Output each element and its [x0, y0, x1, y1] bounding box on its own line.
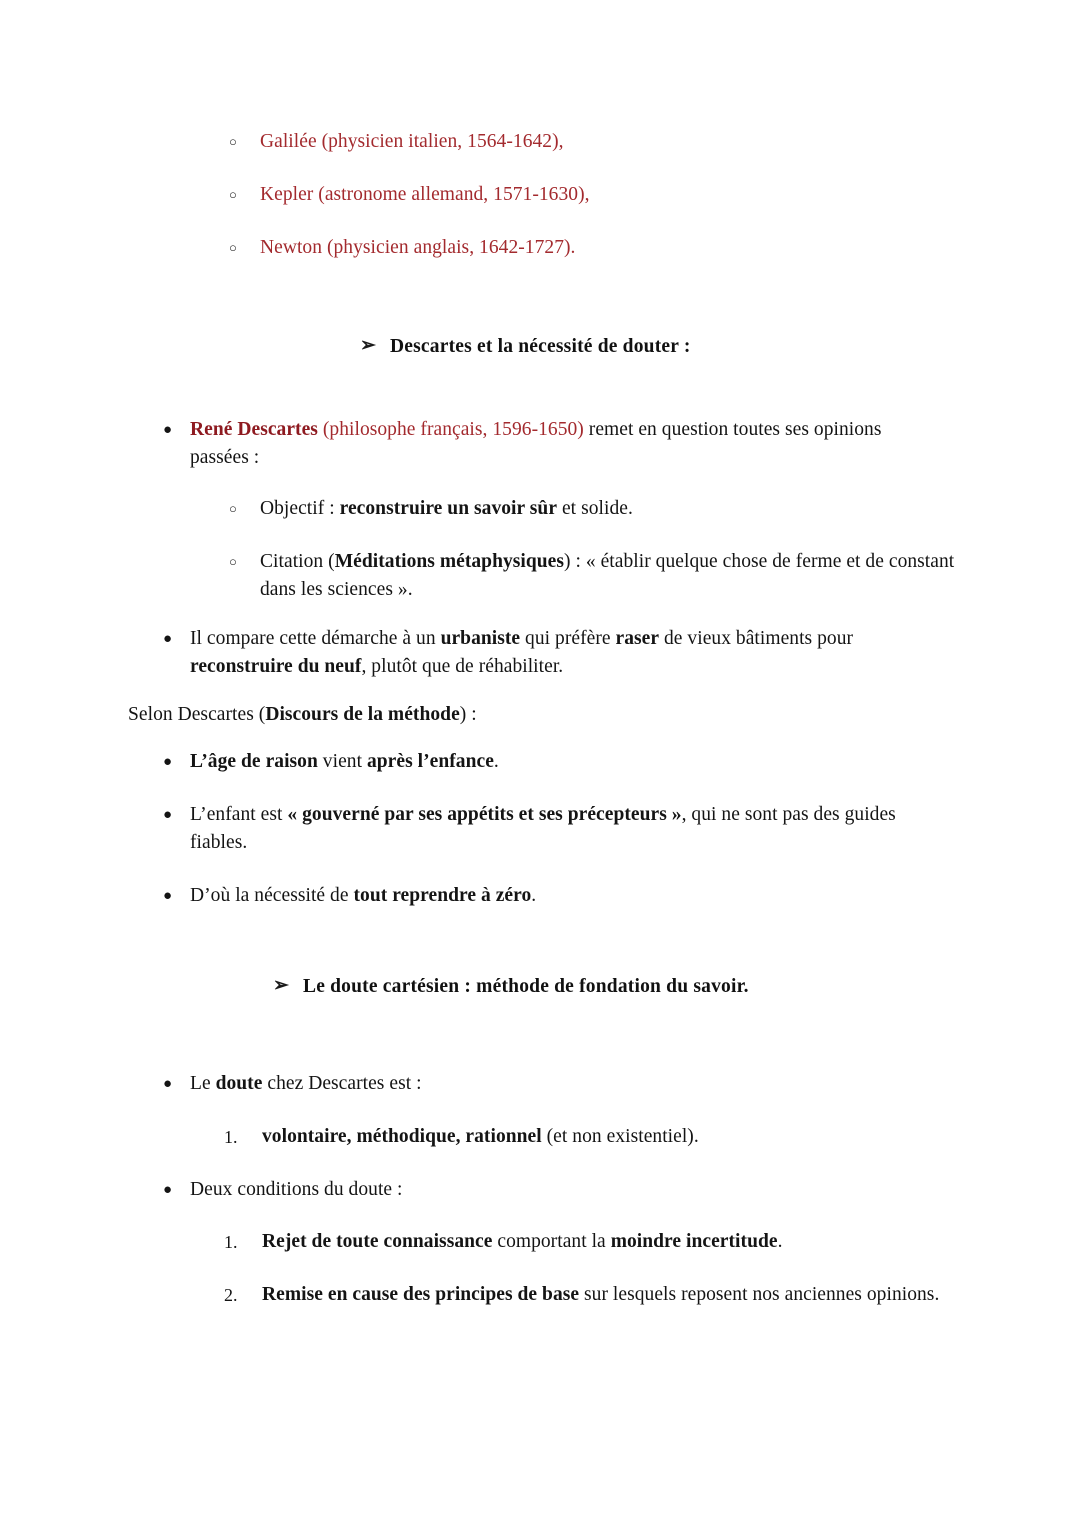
arrow-right-icon: ➢ [273, 975, 290, 996]
list-item [0, 181, 1080, 209]
list-item [0, 416, 1080, 472]
list-item [0, 234, 1080, 262]
descartes-sub-list [0, 495, 1080, 604]
disc-bullet-icon [163, 801, 172, 829]
doute-bullet [0, 1070, 1080, 1098]
urbaniste-b1: urbaniste [440, 628, 521, 649]
remise-cause-bold: Remise en cause des principes de base [262, 1284, 580, 1305]
volontaire-bold: volontaire, méthodique, rationnel [262, 1126, 542, 1147]
citation-source: Méditations métaphysiques [334, 551, 565, 572]
selon-source: Discours de la méthode [265, 704, 460, 725]
deux-conditions-bullet [0, 1176, 1080, 1204]
circle-bullet-icon [229, 495, 237, 523]
urbaniste-p1: Il compare cette démarche à un [190, 628, 441, 649]
objectif-bold: reconstruire un savoir sûr [339, 498, 558, 519]
conditions-numbered-list [0, 1228, 1080, 1309]
disc-bullet-icon [163, 748, 172, 776]
list-item [0, 801, 1080, 857]
list-item [0, 1228, 1080, 1256]
scientist-galilee: Galilée (physicien italien, 1564-1642), [260, 131, 564, 152]
urbaniste-p2: qui préfère [520, 628, 616, 649]
section-heading-1-text: Descartes et la nécessité de douter : [390, 336, 691, 357]
scientist-kepler: Kepler (astronome allemand, 1571-1630), [260, 184, 590, 205]
list-number: 1. [224, 1127, 238, 1147]
remise-cause-tail: sur lesquels reposent nos anciennes opinions. [579, 1284, 940, 1305]
disc-bullet-icon [163, 1176, 172, 1204]
circle-bullet-icon [229, 234, 237, 262]
apres-enfance-bold: après l’enfance [366, 751, 494, 772]
enfant-tail: , qui ne sont pas des guides fiables. [190, 804, 896, 853]
methode-bullet-list [0, 748, 1080, 910]
age-raison-mid: vient [317, 751, 367, 772]
list-item [0, 128, 1080, 156]
selon-tail: ) : [459, 704, 477, 725]
objectif-lead: Objectif : [260, 498, 340, 519]
list-item [0, 882, 1080, 910]
volontaire-tail: (et non existentiel). [541, 1126, 699, 1147]
selon-descartes-paragraph [0, 701, 1080, 729]
circle-bullet-icon [229, 128, 237, 156]
list-number: 1. [224, 1232, 238, 1252]
circle-bullet-icon [229, 181, 237, 209]
dou-bold: tout reprendre à zéro [353, 885, 532, 906]
rejet-mid: comportant la [492, 1231, 611, 1252]
dou-lead: D’où la nécessité de [190, 885, 354, 906]
moindre-incertitude-bold: moindre incertitude [610, 1231, 778, 1252]
list-item [0, 625, 1080, 681]
enfant-quote-bold: « gouverné par ses appétits et ses précepteurs » [287, 804, 682, 825]
descartes-rest: remet en question toutes ses opinions passées : [190, 419, 882, 468]
list-item [0, 1123, 1080, 1151]
list-item [0, 1176, 1080, 1204]
enfant-lead: L’enfant est [190, 804, 288, 825]
rejet-bold: Rejet de toute connaissance [262, 1231, 493, 1252]
disc-bullet-icon [163, 416, 172, 444]
list-item [0, 495, 1080, 523]
list-item [0, 748, 1080, 776]
objectif-tail: et solide. [557, 498, 633, 519]
circle-bullet-icon [229, 548, 237, 576]
doute-lead-post: chez Descartes est : [262, 1073, 422, 1094]
citation-lead: Citation ( [260, 551, 335, 572]
citation-tail: ) : « établir quelque chose de ferme et de constant dans les sciences ». [260, 551, 955, 600]
scientist-newton: Newton (physicien anglais, 1642-1727). [260, 237, 576, 258]
urbaniste-p3: de vieux bâtiments pour [659, 628, 854, 649]
rejet-tail: . [777, 1231, 783, 1252]
urbaniste-p4: , plutôt que de réhabiliter. [361, 656, 564, 677]
descartes-parenthetical: (philosophe français, 1596-1650) [317, 419, 584, 440]
age-raison-bold: L’âge de raison [190, 751, 318, 772]
descartes-name: René Descartes [190, 419, 318, 440]
list-item [0, 1070, 1080, 1098]
list-number: 2. [224, 1285, 238, 1305]
list-item [0, 548, 1080, 604]
list-item [0, 1281, 1080, 1309]
deux-conditions-label: Deux conditions du doute : [190, 1179, 403, 1200]
age-raison-tail: . [493, 751, 499, 772]
urbaniste-b2: raser [615, 628, 660, 649]
section-heading-doute [0, 973, 1080, 1001]
selon-lead: Selon Descartes ( [128, 704, 266, 725]
doute-numbered-item-1 [0, 1123, 1080, 1151]
disc-bullet-icon [163, 882, 172, 910]
doute-word-bold: doute [215, 1073, 263, 1094]
arrow-right-icon: ➢ [360, 335, 377, 356]
descartes-intro-bullet [0, 416, 1080, 472]
urbaniste-b3: reconstruire du neuf [190, 656, 362, 677]
dou-tail: . [531, 885, 537, 906]
disc-bullet-icon [163, 625, 172, 653]
scientists-list [0, 128, 1080, 262]
urbaniste-bullet [0, 625, 1080, 681]
section-heading-descartes [0, 333, 1080, 361]
doute-lead-pre: Le [190, 1073, 216, 1094]
disc-bullet-icon [163, 1070, 172, 1098]
section-heading-2-text: Le doute cartésien : méthode de fondation du savoir. [303, 976, 749, 997]
